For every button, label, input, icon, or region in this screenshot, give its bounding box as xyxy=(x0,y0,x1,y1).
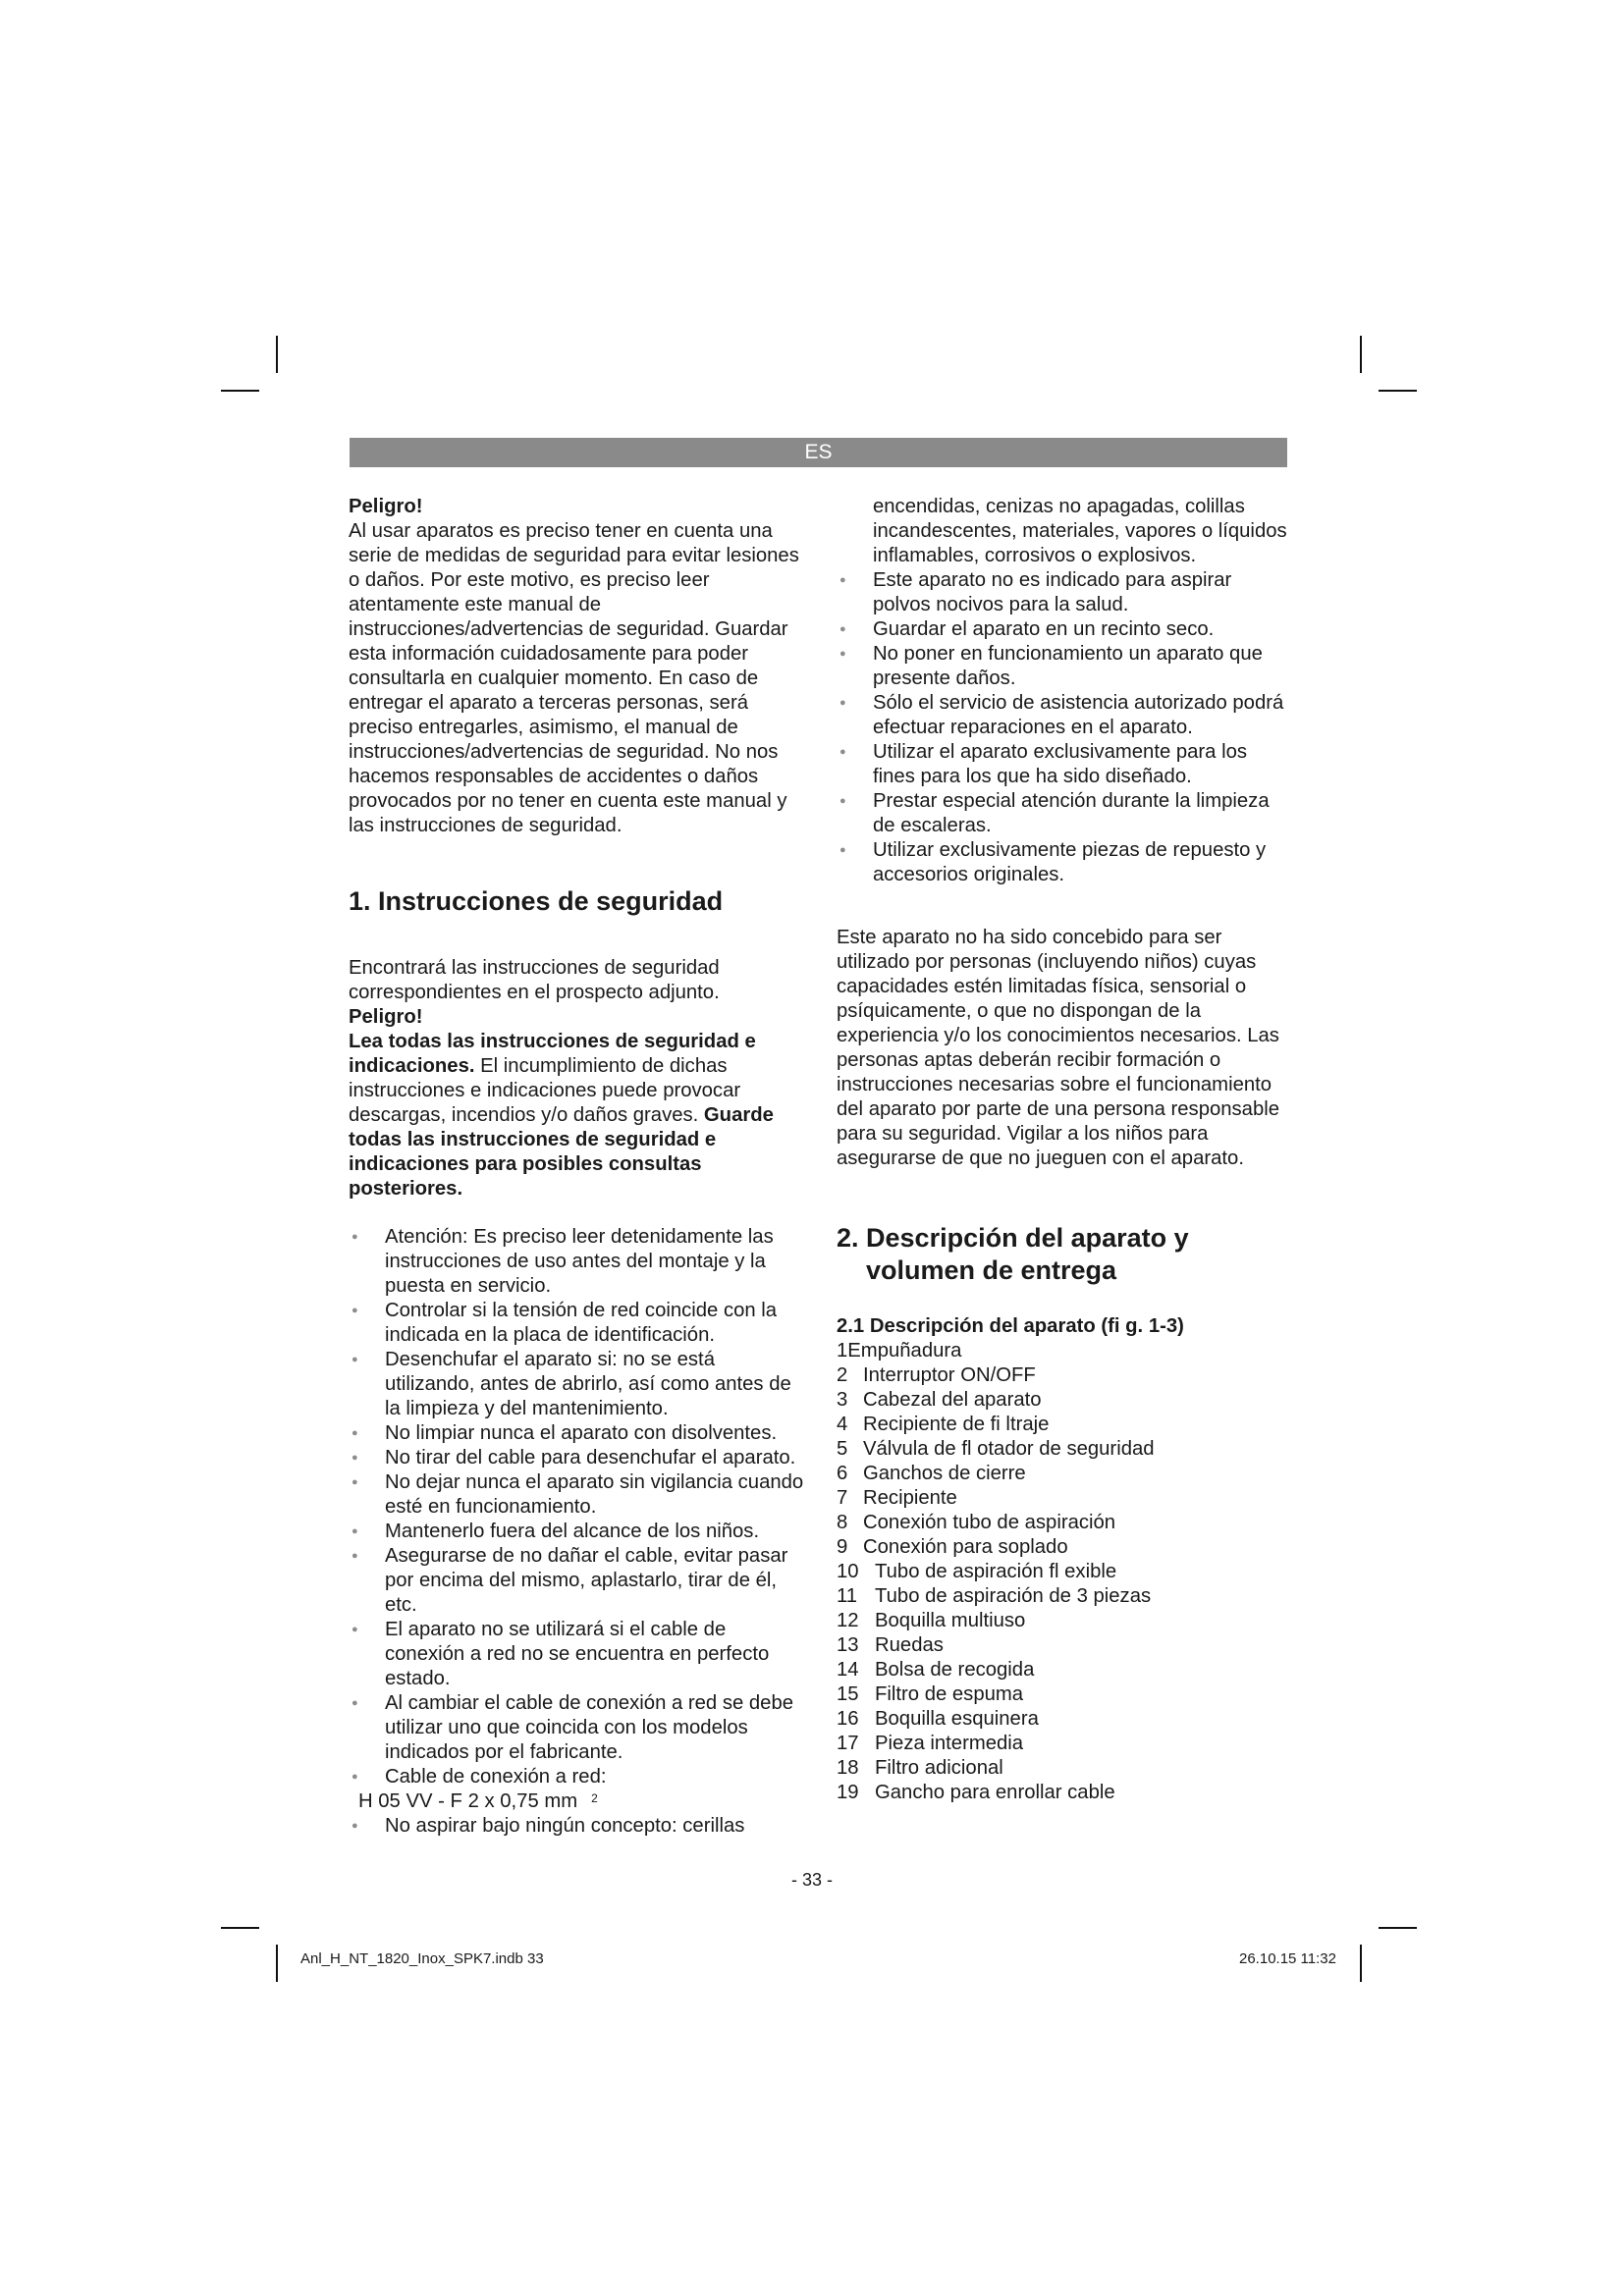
part-item xyxy=(837,1682,1293,1707)
part-item xyxy=(837,1584,1293,1609)
part-item xyxy=(837,1388,1293,1413)
danger-text: Al usar aparatos es preciso tener en cuenta una serie de medidas de seguridad para evitar lesiones o daños. Por este motivo, es preciso leer atentamente este manual de instrucciones/advertencias de seguridad. Guardar esta información cuidadosamente para poder consultarla en cualquier momento. En caso de entregar el aparato a terceras personas, será preciso entregarles, asimismo, el manual de instrucciones/advertencias de seguridad. No nos hacemos responsables de accidentes o daños provocados por no tener en cuenta este manual y las instrucciones de seguridad. xyxy=(349,520,799,836)
section-2-heading-line1: 2. Descripción del aparato y xyxy=(837,1223,1189,1253)
part-label: Pieza intermedia xyxy=(875,1733,1024,1754)
right-column xyxy=(837,495,1293,1805)
part-number: 16 xyxy=(837,1708,859,1730)
part-label: Recipiente xyxy=(863,1487,957,1509)
parts-list xyxy=(837,1363,1293,1805)
part-item xyxy=(837,1781,1293,1805)
timestamp-slug: 26.10.15 11:32 xyxy=(1239,1950,1336,1967)
part-item xyxy=(837,1363,1293,1388)
part-label: Boquilla esquinera xyxy=(875,1708,1039,1730)
part-item: 1Empuñadura xyxy=(837,1340,962,1362)
cable-spec-superscript: 2 xyxy=(591,1791,598,1805)
language-header-bar xyxy=(350,438,1287,467)
part-number: 5 xyxy=(837,1438,848,1460)
part-label: Recipiente de fi ltraje xyxy=(863,1414,1050,1435)
part-item xyxy=(837,1707,1293,1732)
part-label: Ganchos de cierre xyxy=(863,1463,1026,1484)
danger-title-2: Peligro! xyxy=(349,1006,423,1028)
list-item: ● Cable de conexión a red: xyxy=(349,1765,805,1789)
part-number: 6 xyxy=(837,1463,848,1484)
part-number: 11 xyxy=(837,1585,858,1607)
part-item xyxy=(837,1560,1293,1584)
list-item: ● Utilizar el aparato exclusivamente para los fines para los que ha sido diseñado. xyxy=(837,740,1293,789)
part-number: 13 xyxy=(837,1634,859,1656)
list-item: ● Utilizar exclusivamente piezas de repuesto y accesorios originales. xyxy=(837,838,1293,887)
crop-mark xyxy=(221,390,259,392)
list-item: ● Al cambiar el cable de conexión a red se debe utilizar uno que coincida con los modelos indicados por el fabricante. xyxy=(349,1691,805,1765)
part-label: Válvula de fl otador de seguridad xyxy=(863,1438,1155,1460)
part-number: 3 xyxy=(837,1389,848,1411)
list-item: ● No tirar del cable para desenchufar el aparato. xyxy=(349,1446,805,1470)
part-label: Ruedas xyxy=(875,1634,944,1656)
safety-bullet-list xyxy=(349,1225,805,1789)
part-item xyxy=(837,1732,1293,1756)
part-number: 8 xyxy=(837,1512,848,1533)
crop-mark xyxy=(1379,1927,1417,1929)
crop-mark xyxy=(1379,390,1417,392)
part-label: Interruptor ON/OFF xyxy=(863,1364,1036,1386)
part-item xyxy=(837,1437,1293,1462)
section-2-heading xyxy=(837,1222,1293,1287)
part-item xyxy=(837,1658,1293,1682)
crop-mark xyxy=(1360,336,1362,373)
list-item: ● Mantenerlo fuera del alcance de los niños. xyxy=(349,1520,805,1544)
danger-title: Peligro! xyxy=(349,496,423,517)
crop-mark xyxy=(221,1927,259,1929)
list-item: ● Guardar el aparato en un recinto seco. xyxy=(837,617,1293,642)
list-item: ● El aparato no se utilizará si el cable de conexión a red no se encuentra en perfecto estado. xyxy=(349,1618,805,1691)
general-warning xyxy=(349,1030,805,1201)
list-item: ● Controlar si la tensión de red coincide con la indicada en la placa de identificación. xyxy=(349,1299,805,1348)
list-item: ● Prestar especial atención durante la limpieza de escaleras. xyxy=(837,789,1293,838)
list-item: ● No limpiar nunca el aparato con disolventes. xyxy=(349,1421,805,1446)
section-1-heading: 1. Instrucciones de seguridad xyxy=(349,886,724,916)
safety-bullet-list-right xyxy=(837,568,1293,887)
page-number: - 33 - xyxy=(790,1870,833,1890)
warning-bold-1: Lea todas las instrucciones de seguridad e indicaciones. xyxy=(349,1031,756,1077)
crop-mark xyxy=(276,1945,278,1982)
part-number: 12 xyxy=(837,1610,859,1631)
part-label: Filtro adicional xyxy=(875,1757,1003,1779)
part-item xyxy=(837,1609,1293,1633)
crop-mark xyxy=(276,336,278,373)
part-label: Conexión tubo de aspiración xyxy=(863,1512,1116,1533)
left-column xyxy=(349,495,805,1839)
part-number: 7 xyxy=(837,1487,848,1509)
part-number: 2 xyxy=(837,1364,848,1386)
subsection-heading: 2.1 Descripción del aparato (fi g. 1-3) xyxy=(837,1315,1184,1337)
cable-spec-text: H 05 VV - F 2 x 0,75 mm xyxy=(358,1790,578,1812)
part-item xyxy=(837,1462,1293,1486)
section-2-heading-line2: volumen de entrega xyxy=(866,1255,1117,1285)
crop-mark xyxy=(1360,1945,1362,1982)
part-label: Cabezal del aparato xyxy=(863,1389,1042,1411)
list-item: ● Atención: Es preciso leer detenidamente las instrucciones de uso antes del montaje y la puesta en servicio. xyxy=(349,1225,805,1299)
warning-text: El incumplimiento de dichas instrucciones e indicaciones puede provocar descargas, incendios y/o daños graves. xyxy=(349,1055,741,1126)
part-number: 18 xyxy=(837,1757,859,1779)
list-item: ● No aspirar bajo ningún concepto: cerillas xyxy=(349,1814,805,1839)
file-name-slug: Anl_H_NT_1820_Inox_SPK7.indb 33 xyxy=(300,1950,544,1967)
part-number: 17 xyxy=(837,1733,859,1754)
part-label: Bolsa de recogida xyxy=(875,1659,1035,1681)
part-label: Filtro de espuma xyxy=(875,1683,1024,1705)
part-number: 14 xyxy=(837,1659,859,1681)
children-notice: Este aparato no ha sido concebido para ser utilizado por personas (incluyendo niños) cuyas capacidades estén limitadas física, sensorial o psíquicamente, o que no dispongan de la experiencia y/o los conocimientos necesarios. Las personas aptas deberán recibir formación o instrucciones necesarias sobre el funcionamiento del aparato por parte de una persona responsable para su seguridad. Vigilar a los niños para asegurarse de que no jueguen con el aparato. xyxy=(837,927,1280,1169)
list-item: ● Desenchufar el aparato si: no se está utilizando, antes de abrirlo, así como antes de la limpieza y del mantenimiento. xyxy=(349,1348,805,1421)
part-item xyxy=(837,1535,1293,1560)
list-item: ● Este aparato no es indicado para aspirar polvos nocivos para la salud. xyxy=(837,568,1293,617)
part-number: 15 xyxy=(837,1683,859,1705)
list-item: ● No dejar nunca el aparato sin vigilancia cuando esté en funcionamiento. xyxy=(349,1470,805,1520)
part-item xyxy=(837,1633,1293,1658)
part-item xyxy=(837,1413,1293,1437)
warning-bold-2: Guarde todas las instrucciones de seguridad e indicaciones para posibles consultas posteriores. xyxy=(349,1104,774,1200)
part-number: 4 xyxy=(837,1414,848,1435)
part-item xyxy=(837,1756,1293,1781)
list-item: ● No poner en funcionamiento un aparato que presente daños. xyxy=(837,642,1293,691)
part-label: Boquilla multiuso xyxy=(875,1610,1026,1631)
section-1-intro: Encontrará las instrucciones de seguridad correspondientes en el prospecto adjunto. xyxy=(349,957,720,1003)
part-label: Conexión para soplado xyxy=(863,1536,1068,1558)
part-item xyxy=(837,1511,1293,1535)
list-item: ● Asegurarse de no dañar el cable, evitar pasar por encima del mismo, aplastarlo, tirar de él, etc. xyxy=(349,1544,805,1618)
part-item xyxy=(837,1486,1293,1511)
part-number: 19 xyxy=(837,1782,859,1803)
part-number: 9 xyxy=(837,1536,848,1558)
cable-spec xyxy=(349,1789,805,1814)
safety-bullet-list-cont xyxy=(349,1814,805,1839)
continued-text: encendidas, cenizas no apagadas, colillas incandescentes, materiales, vapores o líquidos inflamables, corrosivos o explosivos. xyxy=(873,496,1287,566)
part-label: Tubo de aspiración de 3 piezas xyxy=(875,1585,1152,1607)
list-item: ● Sólo el servicio de asistencia autorizado podrá efectuar reparaciones en el aparato. xyxy=(837,691,1293,740)
part-label: Gancho para enrollar cable xyxy=(875,1782,1115,1803)
language-code: ES xyxy=(804,441,833,463)
part-number: 10 xyxy=(837,1561,859,1582)
part-label: Tubo de aspiración fl exible xyxy=(875,1561,1117,1582)
